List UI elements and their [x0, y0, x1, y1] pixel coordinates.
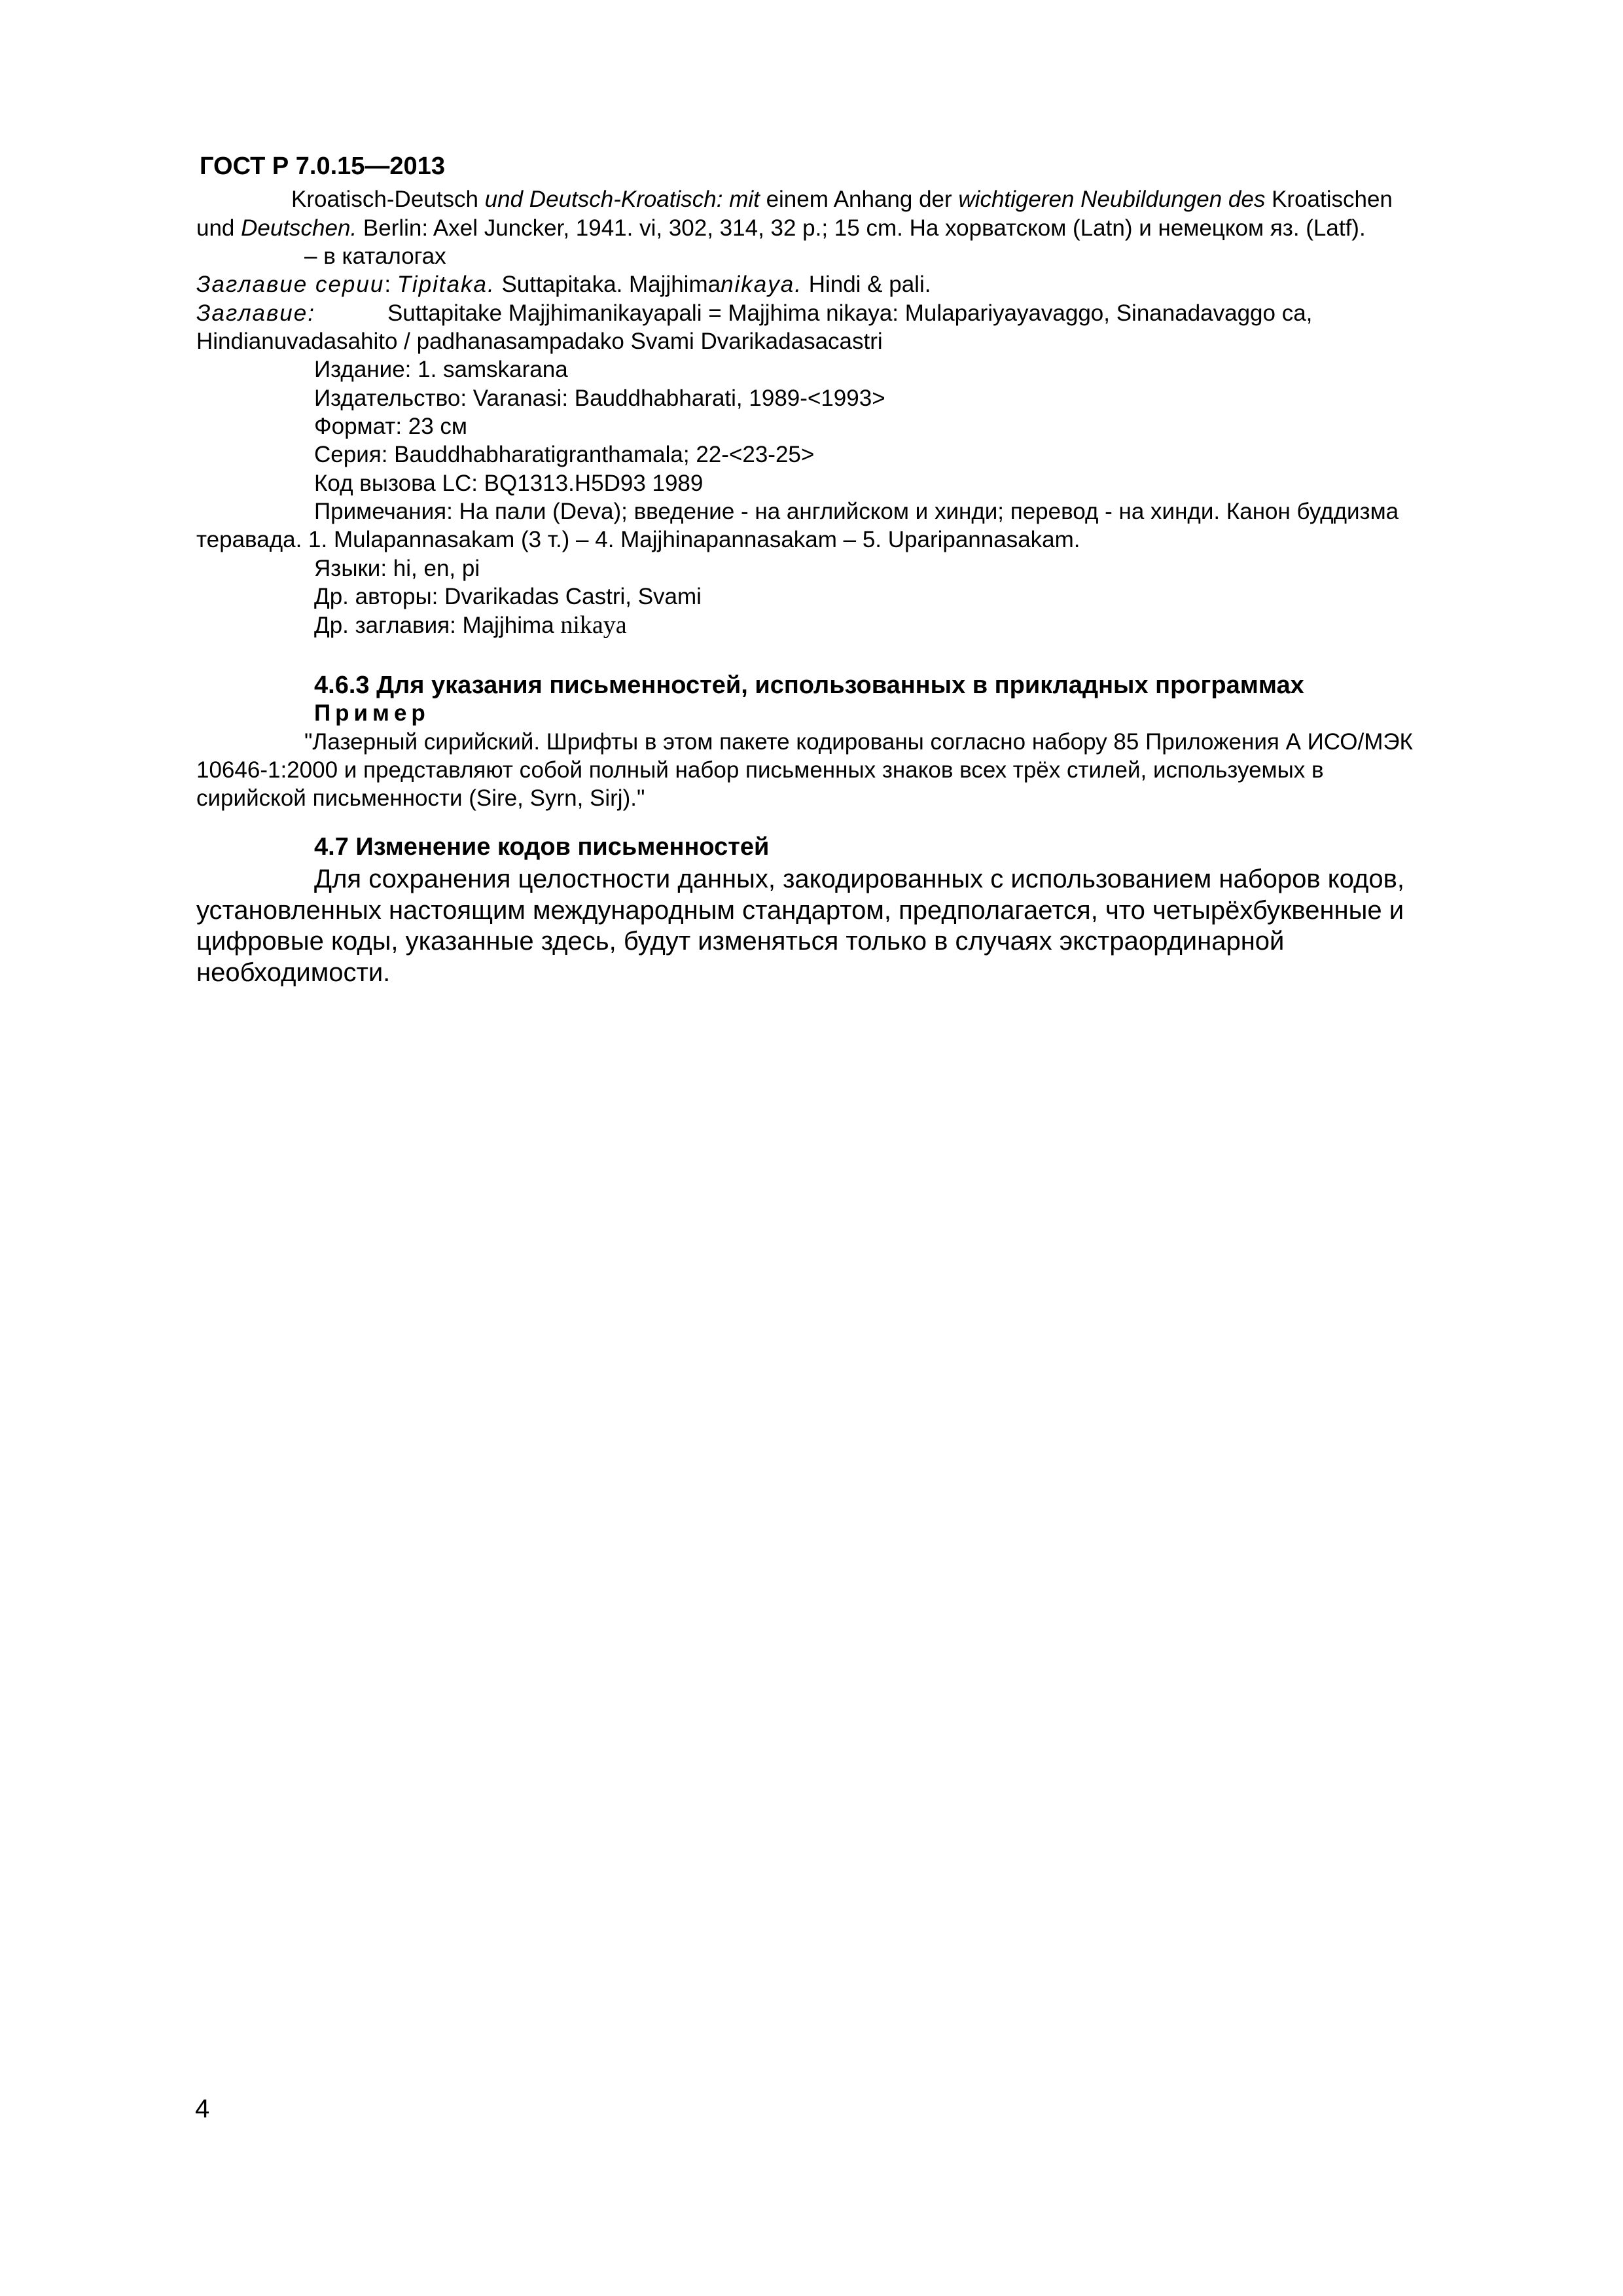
- standard-code-header: ГОСТ Р 7.0.15—2013: [200, 152, 445, 180]
- text-segment: Hindi & pali.: [802, 272, 931, 297]
- section-4-7-heading: 4.7 Изменение кодов письменностей: [314, 833, 770, 861]
- entry1-line1: [291, 185, 1393, 214]
- example-text-line1: "Лазерный сирийский. Шрифты в этом пакете кодированы согласно набору 85 Приложения А ИСО/МЭК: [304, 729, 1413, 755]
- lc-code-field: Код вызова LC: BQ1313.H5D93 1989: [314, 471, 704, 496]
- italic-text-segment: Deutschen.: [241, 215, 357, 241]
- example-text-line2: 10646-1:2000 и представляют собой полный набор письменных знаков всех трёх стилей, используемых в: [196, 757, 1324, 783]
- series-title-line: [196, 270, 931, 299]
- other-titles-field: [314, 611, 627, 640]
- catalog-heading: – в каталогах: [304, 243, 446, 269]
- text-segment: einem Anhang der: [759, 187, 959, 212]
- text-segment: Berlin: Axel Juncker, 1941. vi, 302, 314, 32 p.; 15 cm. На хорватском (Latn) и немецком яз. (Latf).: [357, 215, 1366, 241]
- notes-field-line2: теравада. 1. Mulapannasakam (3 т.) – 4. Majjhinapannasakam – 5. Uparipannasakam.: [196, 527, 1080, 552]
- notes-field-line1: Примечания: На пали (Deva); введение - на английском и хинди; перевод - на хинди. Канон буддизма: [314, 499, 1399, 524]
- text-segment: und: [196, 215, 241, 241]
- title-line: [196, 299, 1312, 328]
- text-segment: Kroatischen: [1265, 187, 1393, 212]
- languages-field: Языки: hi, en, pi: [314, 556, 480, 581]
- title-label: Заглавие:: [196, 300, 315, 326]
- text-segment: Suttapitaka. Majjhima: [495, 272, 721, 297]
- other-titles-serif: nikaya: [560, 611, 627, 639]
- title-continuation: Hindianuvadasahito / padhanasampadako Svami Dvarikadasacastri: [196, 329, 883, 354]
- text-segment: :: [384, 272, 397, 297]
- section-4-7-line2: установленных настоящим международным стандартом, предполагается, что четырёхбуквенные и: [196, 896, 1404, 925]
- other-authors-field: Др. авторы: Dvarikadas Castri, Svami: [314, 584, 702, 609]
- format-field: Формат: 23 см: [314, 414, 467, 439]
- italic-text-segment: und Deutsch-Kroatisch: mit: [484, 187, 760, 212]
- italic-text-segment: nikaya.: [721, 272, 802, 297]
- page-number: 4: [195, 2094, 210, 2123]
- series-field: Серия: Bauddhabharatigranthamala; 22-<23-25>: [314, 442, 815, 467]
- entry1-line2: [196, 214, 1366, 243]
- italic-text-segment: Tipitaka.: [397, 272, 495, 297]
- section-4-7-line1: Для сохранения целостности данных, закодированных с использованием наборов кодов,: [314, 865, 1404, 893]
- other-titles-prefix: Др. заглавия: Majjhima: [314, 613, 561, 638]
- example-label: Пример: [314, 700, 430, 726]
- publisher-field: Издательство: Varanasi: Bauddhabharati, 1989-<1993>: [314, 386, 885, 411]
- section-4-7-line4: необходимости.: [196, 958, 391, 987]
- edition-field: Издание: 1. samskarana: [314, 357, 568, 382]
- italic-text-segment: wichtigeren Neubildungen des: [958, 187, 1266, 212]
- text-segment: Kroatisch-Deutsch: [291, 187, 485, 212]
- section-4-7-line3: цифровые коды, указанные здесь, будут изменяться только в случаях экстраординарной: [196, 927, 1285, 956]
- section-4-6-3-heading: 4.6.3 Для указания письменностей, использованных в прикладных программах: [314, 672, 1304, 699]
- example-text-line3: сирийской письменности (Sire, Syrn, Sirj).": [196, 785, 645, 811]
- italic-text-segment: Заглавие серии: [196, 272, 385, 297]
- title-value: Suttapitake Majjhimanikayapali = Majjhima nikaya: Mulapariyayavaggo, Sinanadavaggo ca,: [387, 300, 1313, 326]
